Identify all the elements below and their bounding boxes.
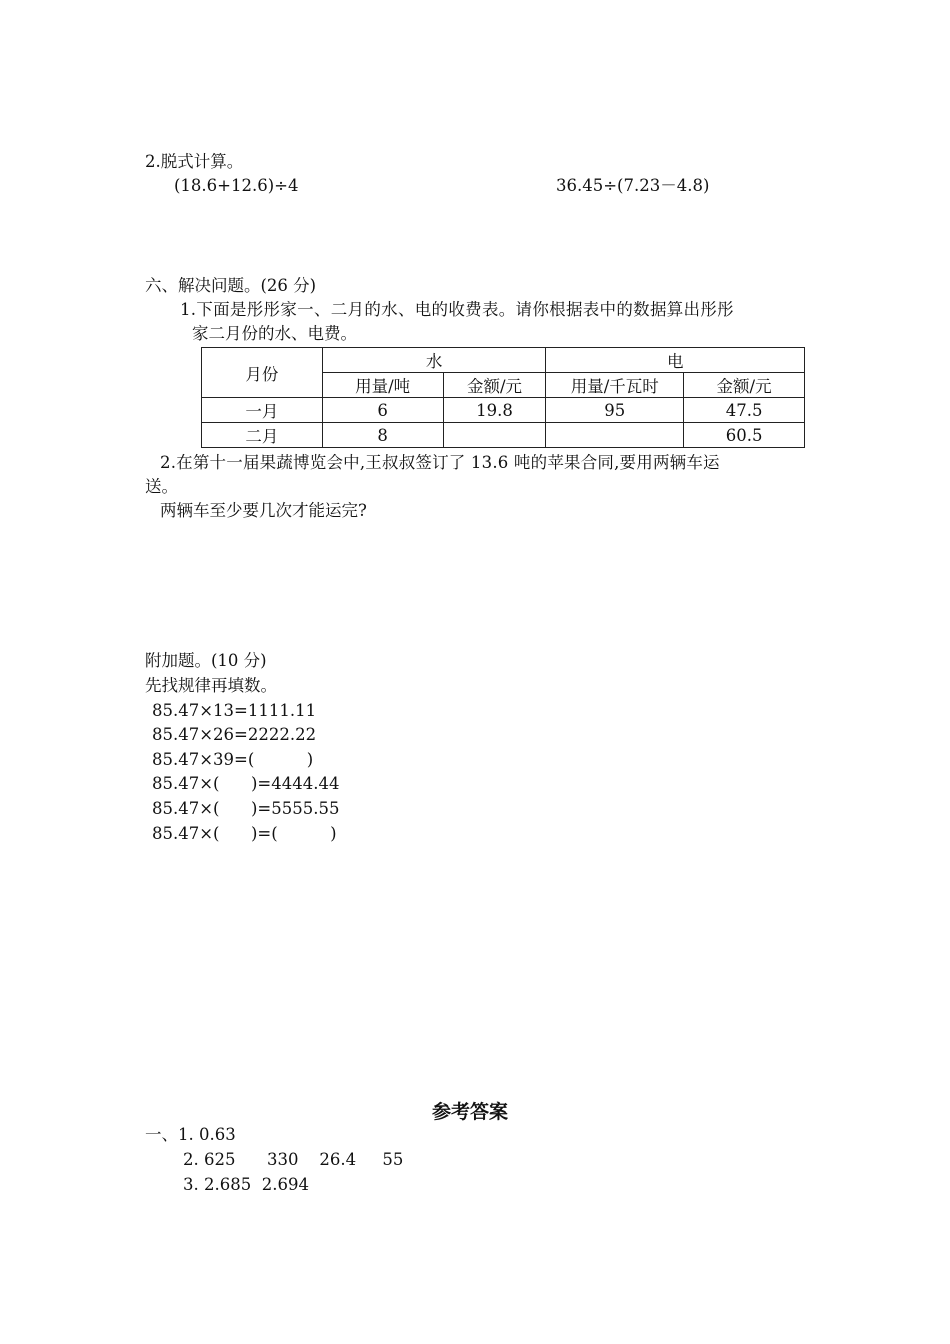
- bonus-heading: 附加题。(10 分): [145, 651, 267, 670]
- header-water: 水: [322, 348, 546, 373]
- fee-table: [201, 347, 805, 448]
- table-cell: [546, 423, 684, 448]
- pattern-line-4: 85.47×( )=4444.44: [152, 774, 340, 793]
- pattern-line-3: 85.47×39=( ): [152, 750, 314, 769]
- answers-title: 参考答案: [432, 1101, 509, 1123]
- table-cell: [443, 423, 546, 448]
- problem-1-line-1: 1.下面是彤彤家一、二月的水、电的收费表。请你根据表中的数据算出彤彤: [180, 300, 734, 319]
- pattern-line-1: 85.47×13=1111.11: [152, 701, 317, 720]
- table-cell: 8: [322, 423, 443, 448]
- problem-2-line-1: 2.在第十一届果蔬博览会中,王叔叔签订了 13.6 吨的苹果合同,要用两辆车运: [160, 453, 720, 472]
- problem-2-line-2: 送。: [145, 477, 178, 496]
- table-row: [202, 398, 805, 423]
- section-6-heading: 六、解决问题。(26 分): [145, 276, 317, 295]
- pattern-line-5: 85.47×( )=5555.55: [152, 799, 340, 818]
- bonus-instruction: 先找规律再填数。: [145, 676, 277, 695]
- subheader-electricity-usage: 用量/千瓦时: [546, 373, 684, 398]
- problem-2-line-3: 两辆车至少要几次才能运完?: [160, 501, 367, 520]
- row-month: 一月: [202, 398, 323, 423]
- subheader-water-usage: 用量/吨: [322, 373, 443, 398]
- calc-expression-2: 36.45÷(7.23－4.8): [556, 176, 710, 195]
- answer-line-3: 3. 2.685 2.694: [183, 1175, 309, 1194]
- table-cell: 47.5: [684, 398, 805, 423]
- header-electricity: 电: [546, 348, 805, 373]
- row-month: 二月: [202, 423, 323, 448]
- subheader-water-amount: 金额/元: [443, 373, 546, 398]
- calc-expression-1: (18.6+12.6)÷4: [174, 176, 299, 195]
- table-row: [202, 423, 805, 448]
- answer-line-2: 2. 625 330 26.4 55: [183, 1150, 404, 1169]
- pattern-line-2: 85.47×26=2222.22: [152, 725, 317, 744]
- table-cell: 60.5: [684, 423, 805, 448]
- table-cell: 95: [546, 398, 684, 423]
- problem-1-line-2: 家二月份的水、电费。: [192, 324, 357, 343]
- header-month: 月份: [202, 348, 323, 398]
- table-cell: 6: [322, 398, 443, 423]
- answer-line-1: 一、1. 0.63: [145, 1125, 236, 1144]
- table-cell: 19.8: [443, 398, 546, 423]
- calc-question-label: 2.脱式计算。: [145, 152, 244, 171]
- pattern-line-6: 85.47×( )=( ): [152, 824, 337, 843]
- subheader-electricity-amount: 金额/元: [684, 373, 805, 398]
